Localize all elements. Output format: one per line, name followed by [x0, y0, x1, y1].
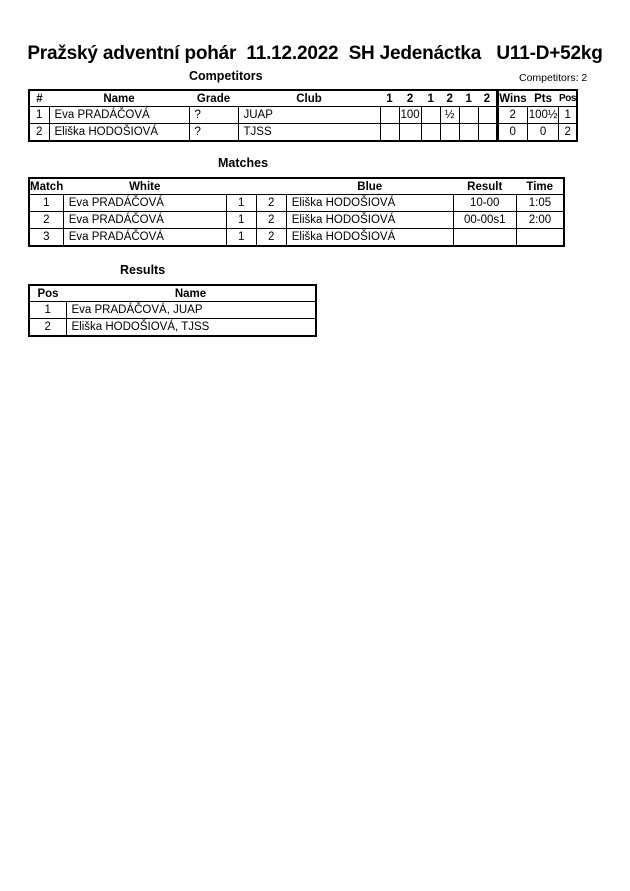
cell-round-6 [478, 124, 497, 142]
section-heading-matches: Matches [218, 156, 269, 170]
cell-blue: Eliška HODOŠIOVÁ [286, 195, 453, 212]
cell-time: 2:00 [516, 212, 564, 229]
competitors-header-row [29, 90, 577, 107]
col-header-round-4: 2 [440, 90, 459, 107]
col-header-round-3: 1 [421, 90, 440, 107]
col-header-num: # [29, 90, 49, 107]
col-header-blue: Blue [286, 178, 453, 195]
col-header-name: Name [66, 285, 316, 302]
cell-pts: 0 [527, 124, 559, 142]
cell-white-num: 1 [226, 212, 256, 229]
cell-pos: 2 [29, 319, 66, 337]
col-header-round-6: 2 [478, 90, 497, 107]
cell-round-6 [478, 107, 497, 124]
cell-white: Eva PRADÁČOVÁ [63, 229, 226, 247]
cell-name: Eva PRADÁČOVÁ [49, 107, 189, 124]
cell-white-num: 1 [226, 195, 256, 212]
cell-time: 1:05 [516, 195, 564, 212]
matches-header-row [29, 178, 564, 195]
cell-match-num: 1 [29, 195, 63, 212]
cell-name: Eva PRADÁČOVÁ, JUAP [66, 302, 316, 319]
cell-club: JUAP [238, 107, 380, 124]
col-header-blue-num [256, 178, 286, 195]
cell-name: Eliška HODOŠIOVÁ, TJSS [66, 319, 316, 337]
col-header-wins: Wins [497, 90, 527, 107]
cell-club: TJSS [238, 124, 380, 142]
col-header-pos: Pos [29, 285, 66, 302]
col-header-time: Time [516, 178, 564, 195]
cell-round-5 [459, 124, 478, 142]
cell-grade: ? [189, 124, 238, 142]
cell-result [453, 229, 516, 247]
cell-match-num: 2 [29, 212, 63, 229]
cell-white: Eva PRADÁČOVÁ [63, 212, 226, 229]
cell-round-2 [399, 124, 421, 142]
cell-round-1 [380, 124, 399, 142]
cell-blue-num: 2 [256, 195, 286, 212]
cell-pos: 1 [29, 302, 66, 319]
competitors-count: Competitors: 2 [519, 72, 588, 84]
cell-name: Eliška HODOŠIOVÁ [49, 124, 189, 142]
cell-round-4 [440, 124, 459, 142]
col-header-round-5: 1 [459, 90, 478, 107]
cell-blue-num: 2 [256, 212, 286, 229]
cell-blue: Eliška HODOŠIOVÁ [286, 212, 453, 229]
table-row [29, 302, 316, 319]
table-row [29, 124, 577, 142]
cell-time [516, 229, 564, 247]
results-header-row [29, 285, 316, 302]
cell-result: 00-00s1 [453, 212, 516, 229]
cell-blue-num: 2 [256, 229, 286, 247]
cell-num: 2 [29, 124, 49, 142]
col-header-round-2: 2 [399, 90, 421, 107]
table-row [29, 212, 564, 229]
col-header-club: Club [238, 90, 380, 107]
col-header-pts: Pts [527, 90, 559, 107]
col-header-pos: Pos [559, 90, 577, 107]
col-header-match: Match [29, 178, 63, 195]
cell-white-num: 1 [226, 229, 256, 247]
cell-round-3 [421, 107, 440, 124]
results-table [28, 284, 317, 337]
cell-wins: 2 [497, 107, 527, 124]
cell-round-4: ½ [440, 107, 459, 124]
table-row [29, 319, 316, 337]
cell-round-3 [421, 124, 440, 142]
cell-round-2: 100 [399, 107, 421, 124]
competitors-table [28, 89, 578, 142]
cell-wins: 0 [497, 124, 527, 142]
cell-pts: 100½ [527, 107, 559, 124]
cell-num: 1 [29, 107, 49, 124]
col-header-white-num [226, 178, 256, 195]
col-header-grade: Grade [189, 90, 238, 107]
cell-round-5 [459, 107, 478, 124]
section-heading-results: Results [120, 263, 166, 277]
col-header-round-1: 1 [380, 90, 399, 107]
section-heading-competitors: Competitors [189, 69, 263, 83]
cell-round-1 [380, 107, 399, 124]
table-row [29, 107, 577, 124]
table-row [29, 195, 564, 212]
cell-pos: 2 [559, 124, 577, 142]
matches-table [28, 177, 565, 247]
cell-match-num: 3 [29, 229, 63, 247]
cell-white: Eva PRADÁČOVÁ [63, 195, 226, 212]
col-header-result: Result [453, 178, 516, 195]
col-header-name: Name [49, 90, 189, 107]
cell-blue: Eliška HODOŠIOVÁ [286, 229, 453, 247]
tournament-title: Pražský adventní pohár 11.12.2022 SH Jedenáctka U11-D+52kg [27, 43, 603, 64]
table-row [29, 229, 564, 247]
cell-grade: ? [189, 107, 238, 124]
cell-result: 10-00 [453, 195, 516, 212]
col-header-white: White [63, 178, 226, 195]
cell-pos: 1 [559, 107, 577, 124]
